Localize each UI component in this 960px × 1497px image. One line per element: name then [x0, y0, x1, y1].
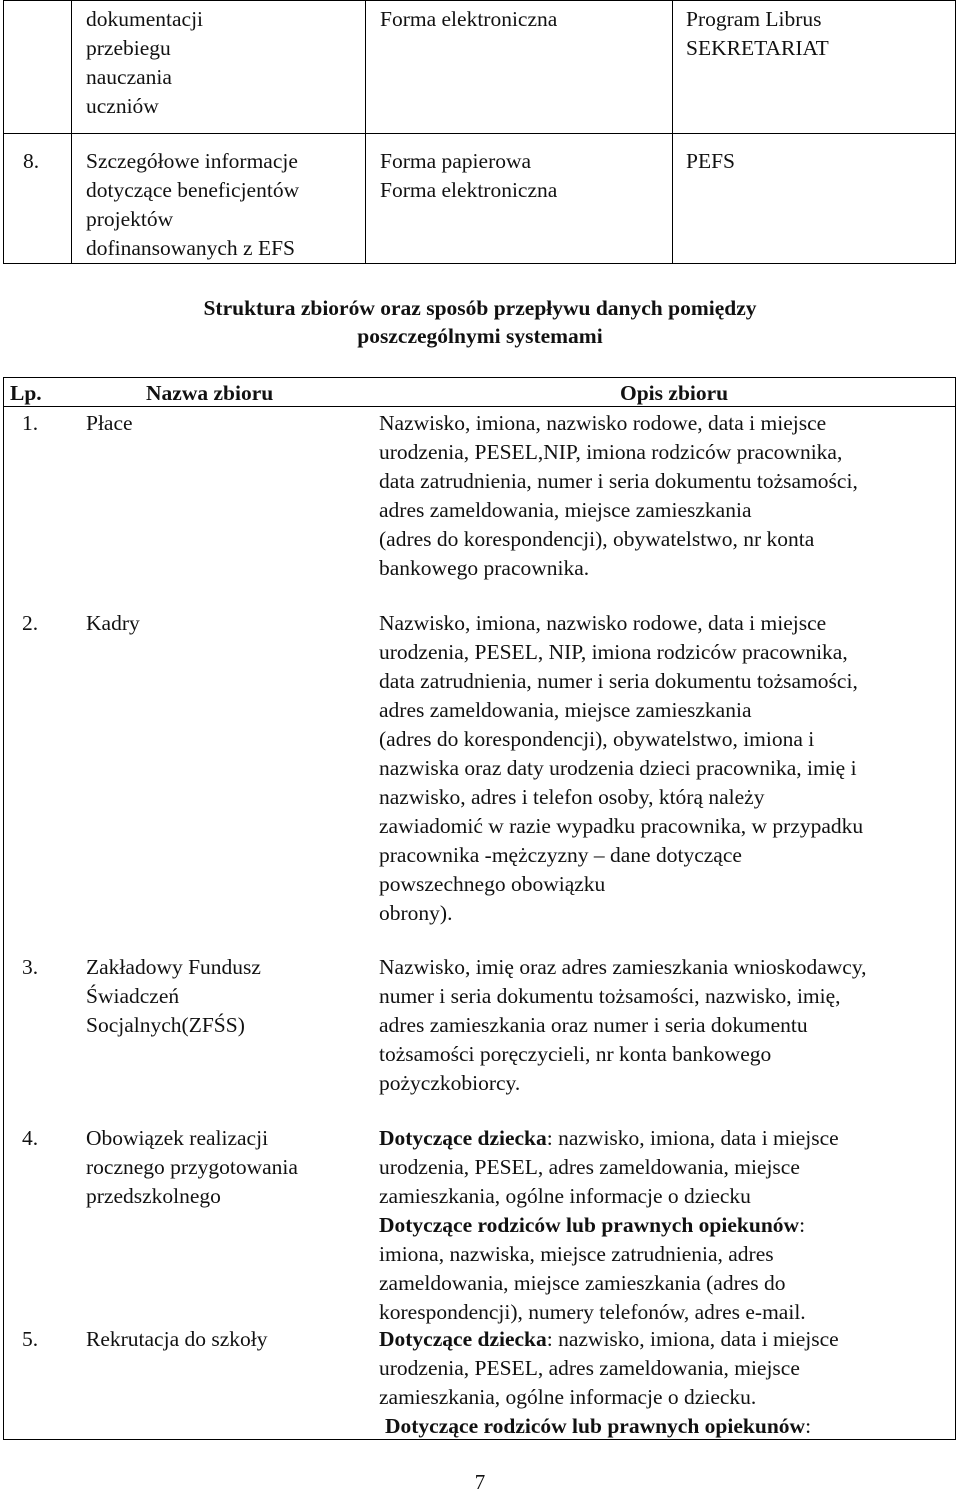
row-number: 1.: [22, 411, 39, 435]
row-number: 3.: [22, 955, 39, 979]
top-row-2-name: Szczegółowe informacje dotyczące beneficjentów projektów dofinansowanych z EFS: [86, 149, 300, 260]
row-number: 4.: [22, 1126, 39, 1150]
row-description: Nazwisko, imiona, nazwisko rodowe, data i miejsce urodzenia, PESEL, NIP, imiona rodziców pracownika, data zatrudnienia, numer i seria dokumentu tożsamości, adres zameldowania, miejsce zamieszkania (adres do korespondencji), obywatelstwo, imiona i nazwiska oraz daty urodzenia dzieci pracownika, imię i nazwisko, adres i telefon osoby, którą należy zawiadomić w razie wypadku pracownika, w przypadku pracownika -mężczyzny – dane dotyczące powszechnego obowiązku obrony).: [379, 611, 864, 925]
row-number: 5.: [22, 1327, 39, 1351]
top-row-2-form: Forma papierowa Forma elektroniczna: [380, 149, 558, 202]
top-row-2-program: PEFS: [686, 149, 736, 173]
header-desc: Opis zbioru: [620, 381, 729, 405]
row-description: [379, 1124, 949, 1327]
section-heading: Struktura zbiorów oraz sposób przepływu danych pomiędzy poszczególnymi systemami: [203, 296, 757, 348]
row-name: Obowiązek realizacji rocznego przygotowania przedszkolnego: [86, 1126, 298, 1208]
row-description: [379, 1325, 949, 1441]
header-name: Nazwa zbioru: [146, 381, 274, 405]
row-name: Płace: [86, 411, 133, 435]
child-data-label: Dotyczące dziecka: [379, 1126, 547, 1150]
row-number: 2.: [22, 611, 39, 635]
top-row-1-form: Forma elektroniczna: [380, 7, 558, 31]
parent-data-text: :: [805, 1414, 812, 1438]
parent-data-label: Dotyczące rodziców lub prawnych opiekunów: [379, 1213, 800, 1237]
header-lp: Lp.: [10, 381, 42, 405]
top-row-1-program: Program Librus SEKRETARIAT: [686, 7, 829, 60]
row-name: Rekrutacja do szkoły: [86, 1327, 268, 1351]
child-data-text: : nazwisko, imiona, data i miejsce urodzenia, PESEL, adres zameldowania, miejsce zamieszkania, ogólne informacje o dziecku.: [379, 1327, 839, 1409]
parent-data-label: Dotyczące rodziców lub prawnych opiekunów: [385, 1414, 806, 1438]
top-row-1-name: dokumentacji przebiegu nauczania uczniów: [86, 7, 204, 118]
child-data-text: : nazwisko, imiona, data i miejsce urodzenia, PESEL, adres zameldowania, miejsce zamieszkania, ogólne informacje o dziecku: [379, 1126, 839, 1208]
parent-data-text: : imiona, nazwiska, miejsce zatrudnienia, adres zameldowania, miejsce zamieszkania (adres do korespondencji), numery telefonów, adres e-mail.: [379, 1213, 806, 1324]
row-description: Nazwisko, imiona, nazwisko rodowe, data i miejsce urodzenia, PESEL,NIP, imiona rodziców pracownika, data zatrudnienia, numer i seria dokumentu tożsamości, adres zameldowania, miejsce zamieszkania (adres do korespondencji), obywatelstwo, nr konta bankowego pracownika.: [379, 411, 858, 580]
row-name: Zakładowy Fundusz Świadczeń Socjalnych(ZFŚS): [86, 955, 261, 1037]
child-data-label: Dotyczące dziecka: [379, 1327, 547, 1351]
page-number: 7: [474, 1470, 486, 1494]
row-name: Kadry: [86, 611, 140, 635]
row-description: Nazwisko, imię oraz adres zamieszkania wnioskodawcy, numer i seria dokumentu tożsamości, nazwisko, imię, adres zamieszkania oraz numer i seria dokumentu tożsamości poręczycieli, nr konta bankowego pożyczkobiorcy.: [379, 955, 867, 1095]
top-row-2-number: 8.: [23, 149, 40, 173]
